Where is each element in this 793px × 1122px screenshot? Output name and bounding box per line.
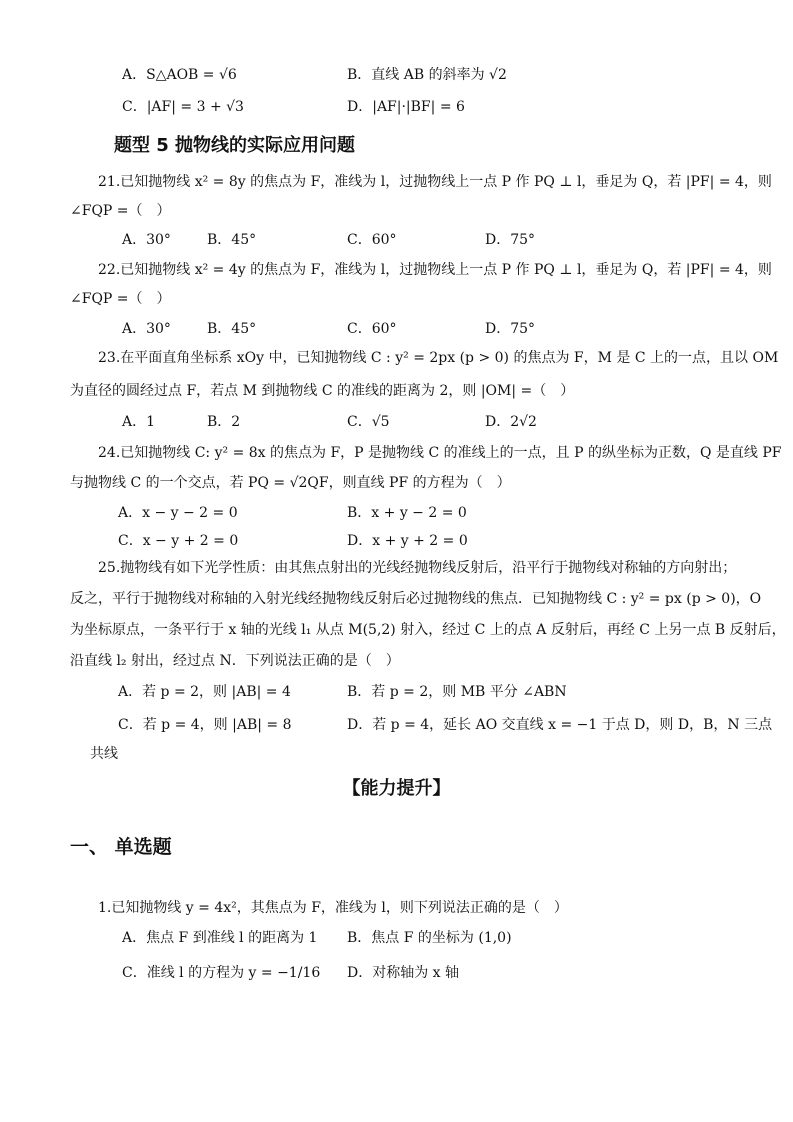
q22-option-b: B．45° bbox=[207, 321, 257, 337]
q21-option-b: B．45° bbox=[207, 232, 257, 248]
single-choice-title: 一、 单选题 bbox=[70, 836, 172, 858]
question-25-stem-2: 反之，平行于抛物线对称轴的入射光线经抛物线反射后必过抛物线的焦点．已知抛物线 C : y² = px (p > 0)，O bbox=[70, 591, 762, 607]
question-24-stem: 24.已知抛物线 C: y² = 8x 的焦点为 F，P 是抛物线 C 的准线上的一点，且 P 的纵坐标为正数，Q 是直线 PF bbox=[98, 445, 782, 461]
q21-option-c: C．60° bbox=[347, 232, 397, 248]
q25-option-c: C．若 p = 4，则 |AB| = 8 bbox=[118, 717, 292, 733]
section-title: 题型 5 抛物线的实际应用问题 bbox=[114, 135, 356, 156]
question-23-stem-cont: 为直径的圆经过点 F，若点 M 到抛物线 C 的准线的距离为 2，则 |OM| =（ ） bbox=[70, 383, 575, 399]
q25-option-b: B．若 p = 2，则 MB 平分 ∠ABN bbox=[347, 684, 567, 700]
option-b: B．直线 AB 的斜率为 √2 bbox=[347, 67, 507, 83]
q23-option-b: B．2 bbox=[207, 414, 241, 430]
q24-option-d: D．x + y + 2 = 0 bbox=[347, 533, 468, 549]
q25-option-d: D．若 p = 4，延长 AO 交直线 x = −1 于点 D，则 D，B，N 三点 bbox=[347, 717, 773, 733]
option-c: C．|AF| = 3 + √3 bbox=[122, 99, 244, 115]
option-d: D．|AF|·|BF| = 6 bbox=[347, 99, 465, 115]
question-23-stem: 23.在平面直角坐标系 xOy 中，已知抛物线 C : y² = 2px (p > 0) 的焦点为 F，M 是 C 上的一点，且以 OM bbox=[98, 350, 779, 366]
q1-option-b: B．焦点 F 的坐标为 (1,0) bbox=[347, 930, 512, 946]
ability-title: 【能力提升】 bbox=[342, 778, 451, 799]
q21-option-a: A．30° bbox=[122, 232, 171, 248]
question-21-stem-cont: ∠FQP =（ ） bbox=[70, 203, 171, 219]
question-25-stem-3: 为坐标原点，一条平行于 x 轴的光线 l₁ 从点 M(5,2) 射入，经过 C 上的点 A 反射后，再经 C 上另一点 B 反射后， bbox=[70, 622, 786, 638]
q1-option-d: D．对称轴为 x 轴 bbox=[347, 965, 460, 981]
question-22-stem-cont: ∠FQP =（ ） bbox=[70, 291, 171, 307]
q24-option-b: B．x + y − 2 = 0 bbox=[347, 505, 467, 521]
q22-option-d: D．75° bbox=[485, 321, 536, 337]
question-25-stem: 25.抛物线有如下光学性质：由其焦点射出的光线经抛物线反射后，沿平行于抛物线对称轴的方向射出； bbox=[98, 560, 737, 576]
q23-option-a: A．1 bbox=[122, 414, 156, 430]
q22-option-c: C．60° bbox=[347, 321, 397, 337]
q23-option-d: D．2√2 bbox=[485, 414, 537, 430]
q24-option-c: C．x − y + 2 = 0 bbox=[118, 533, 239, 549]
question-22-stem: 22.已知抛物线 x² = 4y 的焦点为 F，准线为 l，过抛物线上一点 P 作 PQ ⊥ l，垂足为 Q，若 |PF| = 4，则 bbox=[98, 262, 772, 278]
question-25-stem-4: 沿直线 l₂ 射出，经过点 N．下列说法正确的是（ ） bbox=[70, 653, 400, 669]
q25-option-d-cont: 共线 bbox=[90, 746, 118, 762]
q21-option-d: D．75° bbox=[485, 232, 536, 248]
q24-option-a: A．x − y − 2 = 0 bbox=[118, 505, 238, 521]
q1-option-c: C．准线 l 的方程为 y = −1/16 bbox=[122, 965, 321, 981]
q23-option-c: C．√5 bbox=[347, 414, 390, 430]
q25-option-a: A．若 p = 2，则 |AB| = 4 bbox=[118, 684, 291, 700]
q22-option-a: A．30° bbox=[122, 321, 171, 337]
option-a: A．S△AOB = √6 bbox=[122, 67, 237, 83]
question-24-stem-cont: 与抛物线 C 的一个交点，若 PQ = √2QF，则直线 PF 的方程为（ ） bbox=[70, 475, 511, 491]
question-21-stem: 21.已知抛物线 x² = 8y 的焦点为 F，准线为 l，过抛物线上一点 P 作 PQ ⊥ l，垂足为 Q，若 |PF| = 4，则 bbox=[98, 174, 772, 190]
question-1-stem: 1.已知抛物线 y = 4x²，其焦点为 F，准线为 l，则下列说法正确的是（ ） bbox=[98, 900, 568, 916]
q1-option-a: A．焦点 F 到准线 l 的距离为 1 bbox=[122, 930, 318, 946]
